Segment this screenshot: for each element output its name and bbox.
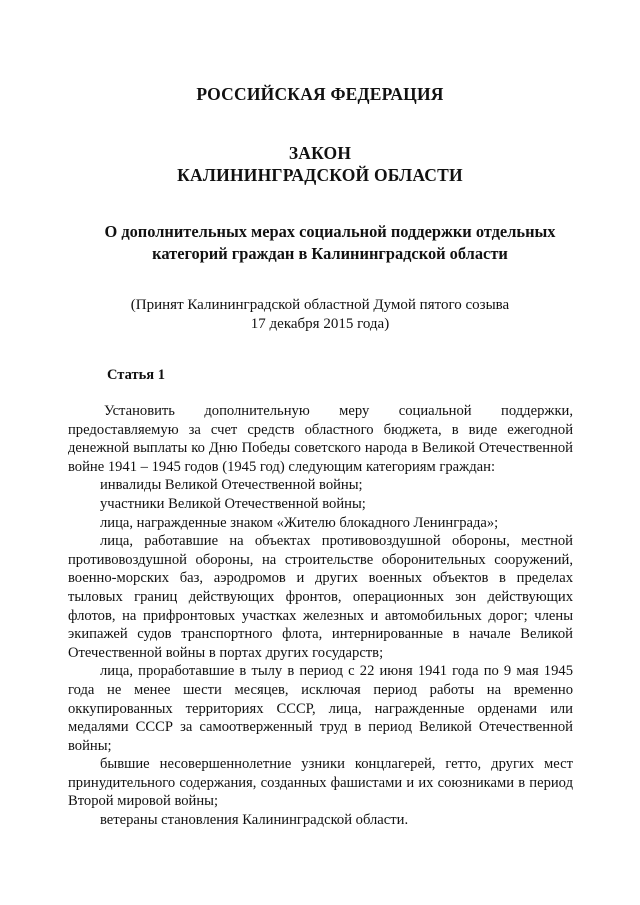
region-heading: КАЛИНИНГРАДСКОЙ ОБЛАСТИ	[177, 165, 463, 185]
article-paragraph: лица, проработавшие в тылу в период с 22 июня 1941 года по 9 мая 1945 года не менее шести месяцев, исключая период работы на временно оккупированных территориях СССР, лица, награжденные орденами или медалями СССР за самоотверженный труд в период Великой Отечественной войны;	[68, 663, 573, 754]
article-paragraph: бывшие несовершеннолетние узники концлагерей, гетто, других мест принудительного содержания, созданных фашистами и их союзниками в период Второй мировой войны;	[68, 756, 573, 810]
article-paragraph: Установить дополнительную меру социальной поддержки, предоставляемую за счет средств областного бюджета, в виде ежегодной денежной выплаты ко Дню Победы советского народа в Великой Отечественной войне 1941 – 1945 годов (1945 год) следующим категориям граждан:	[68, 403, 573, 475]
adoption-note-line-1: (Принят Калининградской областной Думой пятого созыва	[130, 297, 510, 313]
article-paragraph: лица, награжденные знаком «Жителю блокадного Ленинграда»;	[100, 514, 499, 531]
article-paragraph: лица, работавшие на объектах противовоздушной обороны, местной противовоздушной обороны, на строительстве оборонительных сооружений, военно-морских баз, аэродромов и других военных объектов в пределах тыловых границ действующих фронтов, операционных зон действующих флотов, на прифронтовых участках железных и автомобильных дорог; члены экипажей судов транспортного флота, интернированные в начале Великой Отечественной войны в портах других государств;	[68, 533, 573, 661]
article-paragraph: участники Великой Отечественной войны;	[100, 495, 366, 512]
article-paragraph: ветераны становления Калининградской области.	[100, 812, 409, 829]
law-heading: ЗАКОН	[288, 143, 352, 163]
article-paragraph: инвалиды Великой Отечественной войны;	[100, 477, 363, 494]
adoption-note	[0, 296, 640, 334]
article-title: Статья 1	[107, 367, 165, 383]
adoption-note-line-2: 17 декабря 2015 года)	[250, 316, 390, 332]
law-subject-title: О дополнительных мерах социальной поддержки отдельных категорий граждан в Калининградской области	[104, 222, 556, 263]
article-body	[68, 402, 573, 830]
federation-heading: РОССИЙСКАЯ ФЕДЕРАЦИЯ	[196, 84, 444, 104]
